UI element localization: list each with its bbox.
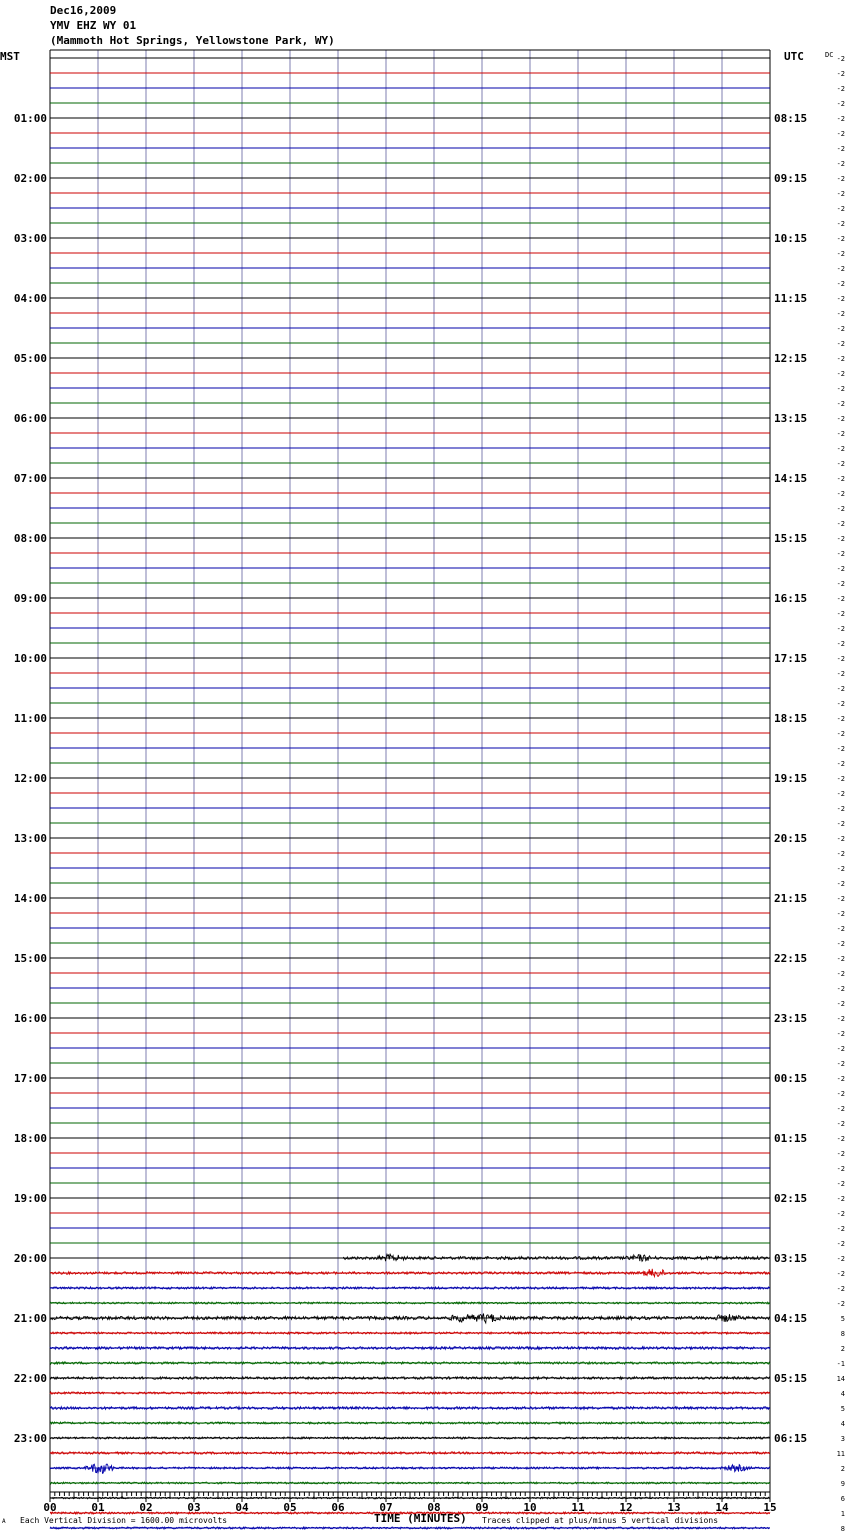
dc-offset-label: -2 [836, 1150, 845, 1158]
dc-offset-label: -2 [836, 925, 845, 933]
dc-offset-label: -2 [836, 520, 845, 528]
mst-hour-label: 06:00 [13, 412, 47, 425]
dc-offset-label: -2 [836, 940, 845, 948]
utc-hour-label: 11:15 [774, 292, 808, 305]
mst-hour-label: 03:00 [13, 232, 47, 245]
utc-hour-label: 05:15 [774, 1372, 808, 1385]
utc-hour-label: 19:15 [774, 772, 808, 785]
dc-offset-label: -2 [836, 445, 845, 453]
dc-offset-label: -2 [836, 430, 845, 438]
mst-hour-label: 10:00 [13, 652, 47, 665]
dc-offset-label: -2 [836, 415, 845, 423]
dc-offset-label: -2 [836, 715, 845, 723]
mst-hour-label: 19:00 [13, 1192, 47, 1205]
dc-offset-label: -2 [836, 880, 845, 888]
x-tick-label: 04 [235, 1501, 249, 1514]
utc-label: UTC [784, 50, 804, 63]
dc-offset-label: -2 [836, 250, 845, 258]
dc-offset-label: -1 [836, 1360, 845, 1368]
dc-offset-label: -2 [836, 745, 845, 753]
dc-offset-label: -2 [836, 730, 845, 738]
dc-offset-label: -2 [836, 55, 845, 63]
utc-hour-label: 08:15 [774, 112, 808, 125]
x-tick-label: 12 [619, 1501, 633, 1514]
dc-offset-label: 3 [840, 1435, 845, 1443]
x-tick-label: 06 [331, 1501, 345, 1514]
grid [50, 50, 770, 1492]
mst-hour-label: 15:00 [13, 952, 47, 965]
dc-offset-label: -2 [836, 865, 845, 873]
dc-offset-label: -2 [836, 1075, 845, 1083]
dc-offset-label: 11 [836, 1450, 845, 1458]
x-tick-label: 09 [475, 1501, 489, 1514]
dc-offset-label: -2 [836, 295, 845, 303]
dc-offset-label: -2 [836, 115, 845, 123]
dc-offset-label: -2 [836, 1195, 845, 1203]
plot-date: Dec16,2009 [50, 4, 117, 17]
dc-offset-label: -2 [836, 685, 845, 693]
utc-hour-label: 15:15 [774, 532, 808, 545]
dc-offset-label: -2 [836, 1210, 845, 1218]
dc-offset-label: -2 [836, 370, 845, 378]
dc-offset-label: -2 [836, 400, 845, 408]
dc-offset-label: -2 [836, 475, 845, 483]
dc-offset-label: 9 [840, 1480, 845, 1488]
dc-offset-label: -2 [836, 1225, 845, 1233]
dc-offset-label: -2 [836, 1045, 845, 1053]
mst-hour-label: 05:00 [13, 352, 47, 365]
x-tick-label: 03 [187, 1501, 201, 1514]
dc-offset-label: -2 [836, 220, 845, 228]
mst-hour-label: 13:00 [13, 832, 47, 845]
utc-hour-label: 06:15 [774, 1432, 808, 1445]
dc-offset-label: -2 [836, 580, 845, 588]
mst-hour-label: 21:00 [13, 1312, 47, 1325]
dc-offset-label: 6 [840, 1495, 845, 1503]
x-tick-label: 15 [763, 1501, 777, 1514]
dc-offset-label: 8 [840, 1330, 845, 1338]
dc-offset-label: 4 [840, 1390, 845, 1398]
dc-offset-label: 8 [840, 1525, 845, 1533]
dc-offset-label: -2 [836, 955, 845, 963]
utc-hour-label: 12:15 [774, 352, 808, 365]
dc-offset-label: -2 [836, 565, 845, 573]
utc-hour-label: 01:15 [774, 1132, 808, 1145]
dc-offset-label: -2 [836, 280, 845, 288]
dc-offset-label: -2 [836, 805, 845, 813]
dc-offset-label: -2 [836, 700, 845, 708]
mst-hour-label: 01:00 [13, 112, 47, 125]
dc-offset-label: -2 [836, 265, 845, 273]
mst-hour-label: 20:00 [13, 1252, 47, 1265]
station-code: YMV EHZ WY 01 [50, 19, 137, 32]
mst-label: MST [0, 50, 20, 63]
dc-offset-label: -2 [836, 670, 845, 678]
time-axis [43, 1492, 776, 1514]
x-tick-label: 13 [667, 1501, 681, 1514]
dc-offset-label: -2 [836, 100, 845, 108]
dc-offset-label: -2 [836, 535, 845, 543]
dc-offset-label: 14 [836, 1375, 845, 1383]
dc-offset-label: -2 [836, 1270, 845, 1278]
dc-offset-label: -2 [836, 190, 845, 198]
dc-offset-label: -2 [836, 625, 845, 633]
dc-offset-label: -2 [836, 835, 845, 843]
dc-offset-label: -2 [836, 970, 845, 978]
dc-offset-label: -2 [836, 310, 845, 318]
dc-offset-label: -2 [836, 1180, 845, 1188]
dc-offset-label: -2 [836, 595, 845, 603]
dc-offset-label: -2 [836, 460, 845, 468]
utc-hour-label: 23:15 [774, 1012, 808, 1025]
mst-hour-label: 16:00 [13, 1012, 47, 1025]
mst-hour-label: 09:00 [13, 592, 47, 605]
dc-offset-label: -2 [836, 385, 845, 393]
utc-hour-label: 21:15 [774, 892, 808, 905]
utc-hour-label: 16:15 [774, 592, 808, 605]
x-tick-label: 11 [571, 1501, 585, 1514]
utc-hour-label: 03:15 [774, 1252, 808, 1265]
x-tick-label: 10 [523, 1501, 537, 1514]
x-tick-label: 05 [283, 1501, 297, 1514]
mst-hour-label: 04:00 [13, 292, 47, 305]
dc-label: DC [825, 51, 834, 59]
dc-offset-label: -2 [836, 70, 845, 78]
dc-offset-label: -2 [836, 790, 845, 798]
dc-offset-label: -2 [836, 145, 845, 153]
dc-offset-label: -2 [836, 1120, 845, 1128]
utc-hour-label: 14:15 [774, 472, 808, 485]
dc-offset-label: -2 [836, 205, 845, 213]
clip-note: Traces clipped at plus/minus 5 vertical divisions [482, 1516, 719, 1525]
utc-hour-label: 04:15 [774, 1312, 808, 1325]
utc-hour-label: 00:15 [774, 1072, 808, 1085]
x-tick-label: 14 [715, 1501, 729, 1514]
dc-offset-label: -2 [836, 1105, 845, 1113]
station-location: (Mammoth Hot Springs, Yellowstone Park, WY) [50, 34, 335, 47]
dc-offset-label: -2 [836, 1255, 845, 1263]
mst-hour-label: 07:00 [13, 472, 47, 485]
dc-offset-label: 1 [840, 1510, 845, 1518]
dc-offset-label: -2 [836, 340, 845, 348]
mst-hour-label: 23:00 [13, 1432, 47, 1445]
x-axis-title: TIME (MINUTES) [374, 1512, 467, 1525]
dc-offset-label: -2 [836, 760, 845, 768]
dc-offset-label: -2 [836, 325, 845, 333]
utc-hour-label: 02:15 [774, 1192, 808, 1205]
dc-offset-label: -2 [836, 850, 845, 858]
dc-offset-label: -2 [836, 505, 845, 513]
mst-hour-label: 18:00 [13, 1132, 47, 1145]
x-tick-label: 08 [427, 1501, 441, 1514]
dc-offset-label: -2 [836, 1060, 845, 1068]
utc-hour-label: 20:15 [774, 832, 808, 845]
dc-offset-label: -2 [836, 1165, 845, 1173]
x-tick-label: 02 [139, 1501, 153, 1514]
dc-offset-label: -2 [836, 1300, 845, 1308]
dc-offset-label: -2 [836, 610, 845, 618]
utc-hour-label: 17:15 [774, 652, 808, 665]
utc-hour-label: 09:15 [774, 172, 808, 185]
mst-hour-label: 12:00 [13, 772, 47, 785]
dc-offset-label: -2 [836, 355, 845, 363]
dc-offset-label: -2 [836, 895, 845, 903]
dc-offset-label: 5 [840, 1315, 845, 1323]
mst-hour-label: 22:00 [13, 1372, 47, 1385]
dc-offset-label: -2 [836, 1030, 845, 1038]
mst-hour-label: 14:00 [13, 892, 47, 905]
mst-hour-label: 11:00 [13, 712, 47, 725]
dc-offset-label: -2 [836, 160, 845, 168]
x-tick-label: 01 [91, 1501, 105, 1514]
dc-offset-label: -2 [836, 655, 845, 663]
x-tick-label: 00 [43, 1501, 57, 1514]
dc-offset-label: -2 [836, 1015, 845, 1023]
dc-offset-label: -2 [836, 985, 845, 993]
dc-offset-label: 2 [840, 1465, 845, 1473]
dc-offset-label: -2 [836, 235, 845, 243]
dc-offset-label: 5 [840, 1405, 845, 1413]
dc-offset-label: -2 [836, 1135, 845, 1143]
dc-offset-label: -2 [836, 1285, 845, 1293]
time-labels [0, 50, 845, 1533]
dc-offset-label: -2 [836, 1000, 845, 1008]
traces [50, 58, 770, 1529]
corner-mark: A [2, 1518, 6, 1525]
utc-hour-label: 13:15 [774, 412, 808, 425]
utc-hour-label: 10:15 [774, 232, 808, 245]
mst-hour-label: 17:00 [13, 1072, 47, 1085]
dc-offset-label: 2 [840, 1345, 845, 1353]
scale-note: Each Vertical Division = 1600.00 microvolts [20, 1516, 228, 1525]
dc-offset-label: -2 [836, 820, 845, 828]
x-tick-label: 07 [379, 1501, 393, 1514]
dc-offset-label: -2 [836, 85, 845, 93]
dc-offset-label: -2 [836, 910, 845, 918]
utc-hour-label: 18:15 [774, 712, 808, 725]
dc-offset-label: -2 [836, 640, 845, 648]
trace-waveform [50, 1464, 770, 1473]
dc-offset-label: -2 [836, 550, 845, 558]
utc-hour-label: 22:15 [774, 952, 808, 965]
mst-hour-label: 02:00 [13, 172, 47, 185]
mst-hour-label: 08:00 [13, 532, 47, 545]
dc-offset-label: -2 [836, 175, 845, 183]
dc-offset-label: -2 [836, 1090, 845, 1098]
dc-offset-label: 4 [840, 1420, 845, 1428]
dc-offset-label: -2 [836, 130, 845, 138]
dc-offset-label: -2 [836, 1240, 845, 1248]
dc-offset-label: -2 [836, 490, 845, 498]
dc-offset-label: -2 [836, 775, 845, 783]
